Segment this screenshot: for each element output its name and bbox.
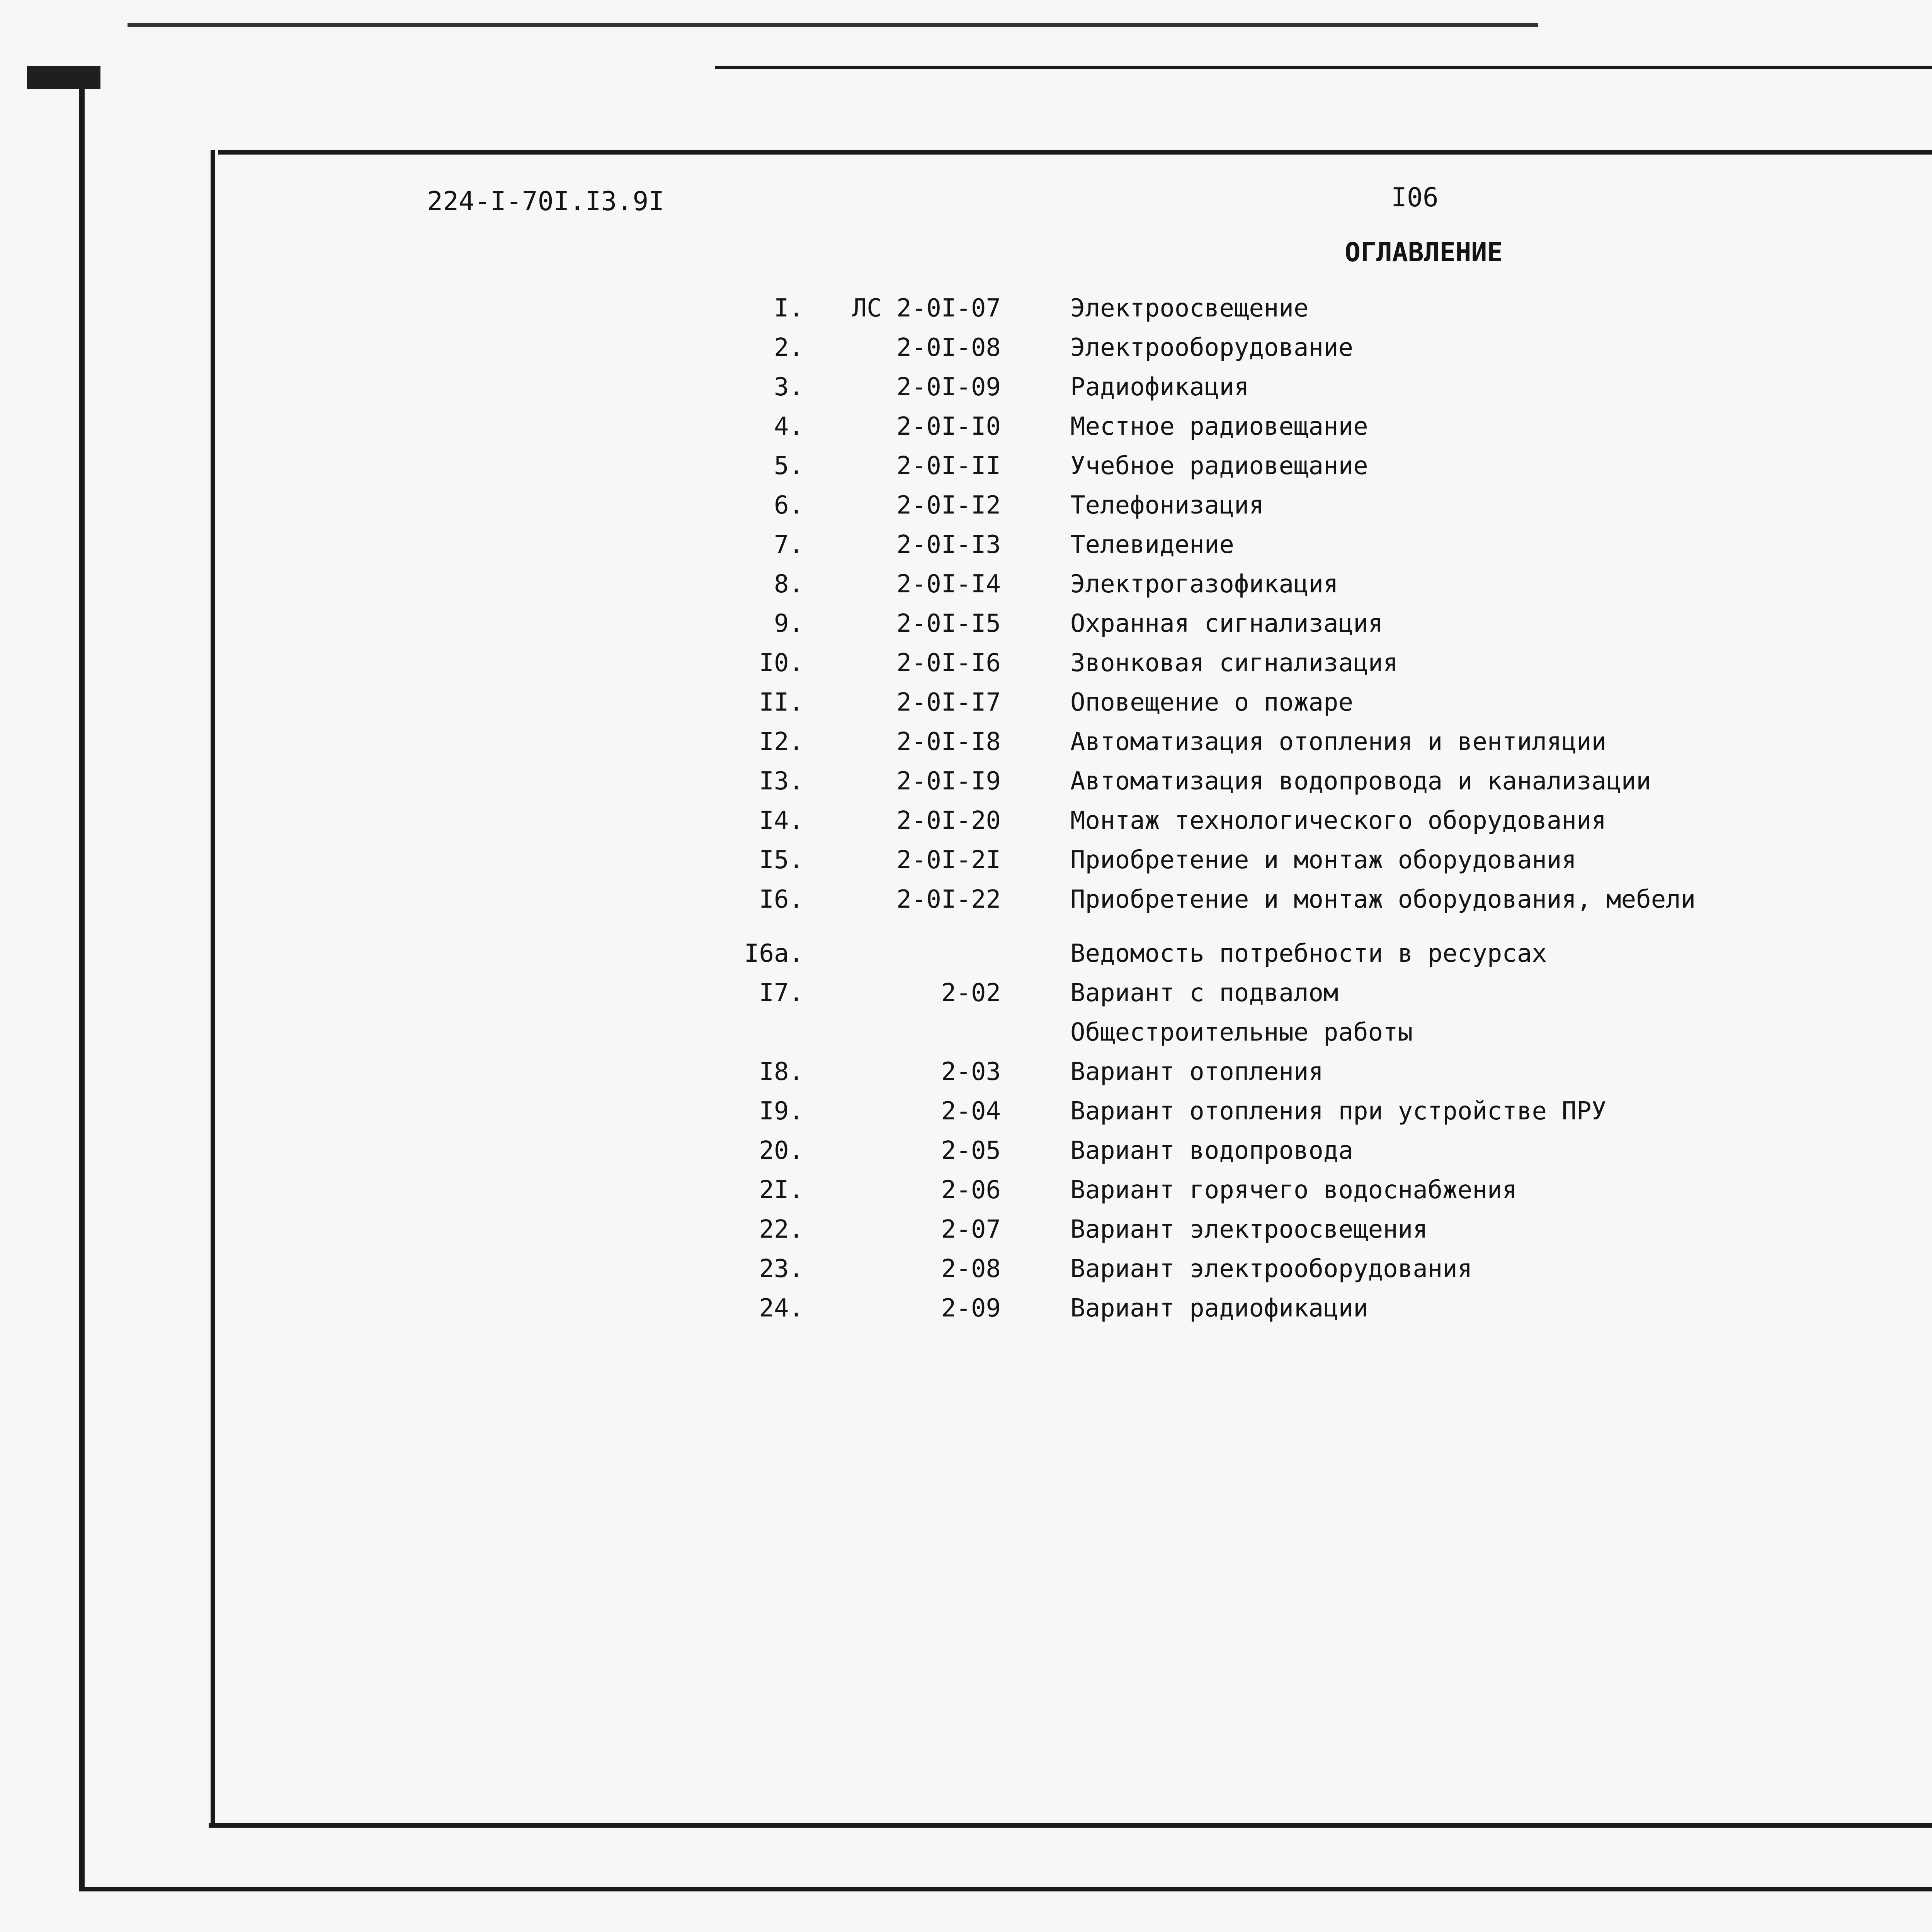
estimate-code: 2-0I-22 (896, 885, 1001, 914)
estimate-code: 2-0I-I4 (896, 570, 1001, 599)
row-number: I5. (759, 846, 804, 874)
toc-row (0, 486, 1932, 525)
section-title: Телевидение (1070, 531, 1234, 559)
toc-row (0, 723, 1932, 761)
row-number: 5. (774, 452, 804, 480)
estimate-code: 2-0I-20 (896, 806, 1001, 835)
section-title: Вариант отопления (1070, 1058, 1324, 1086)
estimate-code: 2-0I-09 (896, 373, 1001, 401)
toc-row (0, 644, 1932, 682)
toc-row (0, 1013, 1932, 1052)
section-title: Вариант электроосвещения (1070, 1215, 1428, 1244)
toc-row (0, 880, 1932, 919)
document-code: 224-I-70I.I3.9I (427, 186, 665, 217)
section-title: Звонковая сигнализация (1070, 649, 1398, 677)
estimate-code: 2-0I-I7 (896, 688, 1001, 717)
estimate-code: 2-03 (941, 1058, 1001, 1086)
toc-row (0, 1250, 1932, 1288)
section-title: Вариант радиофикации (1070, 1294, 1368, 1323)
row-number: I6а. (744, 939, 804, 968)
section-title: Электроосвещение (1070, 294, 1309, 323)
estimate-code: 2-05 (941, 1136, 1001, 1165)
estimate-code: 2-02 (941, 979, 1001, 1007)
section-title: Автоматизация водопровода и канализации (1070, 767, 1651, 796)
row-number: 2. (774, 333, 804, 362)
toc-row (0, 934, 1932, 973)
toc-row (0, 841, 1932, 879)
row-number: I9. (759, 1097, 804, 1126)
row-number: 22. (759, 1215, 804, 1244)
row-number: 20. (759, 1136, 804, 1165)
row-number: 2I. (759, 1176, 804, 1204)
section-title: Приобретение и монтаж оборудования (1070, 846, 1577, 874)
row-number: I6. (759, 885, 804, 914)
page-title: ОГЛАВЛЕНИЕ (1345, 237, 1503, 268)
section-title: Монтаж технологического оборудования (1070, 806, 1607, 835)
estimate-code: 2-0I-I6 (896, 649, 1001, 677)
estimate-code: 2-0I-I2 (896, 491, 1001, 520)
estimate-code: 2-0I-I8 (896, 728, 1001, 756)
row-number: 7. (774, 531, 804, 559)
section-title: Вариант отопления при устройстве ПРУ (1070, 1097, 1607, 1126)
estimate-code: 2-0I-I0 (896, 412, 1001, 441)
row-number: I0. (759, 649, 804, 677)
estimate-code: 2-07 (941, 1215, 1001, 1244)
page-number: I06 (1391, 182, 1439, 213)
row-number: 23. (759, 1255, 804, 1283)
estimate-code: 2-0I-I3 (896, 531, 1001, 559)
section-title: Вариант с подвалом (1070, 979, 1338, 1007)
row-number: II. (759, 688, 804, 717)
estimate-code: 2-0I-2I (896, 846, 1001, 874)
toc-row (0, 407, 1932, 446)
row-number: 24. (759, 1294, 804, 1323)
section-title: Электрооборудование (1070, 333, 1354, 362)
toc-row (0, 1053, 1932, 1091)
toc-row (0, 683, 1932, 722)
estimate-code: 2-0I-II (896, 452, 1001, 480)
section-title: Приобретение и монтаж оборудования, мебели (1070, 885, 1696, 914)
section-title: Телефонизация (1070, 491, 1264, 520)
toc-row (0, 1289, 1932, 1328)
estimate-code: 2-0I-I5 (896, 609, 1001, 638)
estimate-code: 2-04 (941, 1097, 1001, 1126)
row-number: 6. (774, 491, 804, 520)
estimate-code: ЛС 2-0I-07 (852, 294, 1001, 323)
toc-row (0, 1092, 1932, 1131)
section-title: Радиофикация (1070, 373, 1249, 401)
row-number: 3. (774, 373, 804, 401)
toc-row (0, 447, 1932, 485)
estimate-code: 2-0I-08 (896, 333, 1001, 362)
section-title: Общестроительные работы (1070, 1018, 1413, 1047)
section-title: Ведомость потребности в ресурсах (1070, 939, 1547, 968)
row-number: I4. (759, 806, 804, 835)
row-number: 9. (774, 609, 804, 638)
row-number: I8. (759, 1058, 804, 1086)
section-title: Охранная сигнализация (1070, 609, 1383, 638)
row-number: I. (774, 294, 804, 323)
estimate-code: 2-09 (941, 1294, 1001, 1323)
estimate-code: 2-0I-I9 (896, 767, 1001, 796)
toc-row (0, 604, 1932, 643)
section-title: Вариант горячего водоснабжения (1070, 1176, 1517, 1204)
row-number: I2. (759, 728, 804, 756)
section-title: Учебное радиовещание (1070, 452, 1368, 480)
toc-row (0, 1210, 1932, 1249)
toc-row (0, 328, 1932, 367)
toc-row (0, 974, 1932, 1012)
section-title: Электрогазофикация (1070, 570, 1338, 599)
row-number: 4. (774, 412, 804, 441)
toc-row (0, 1131, 1932, 1170)
toc-row (0, 368, 1932, 406)
toc-row (0, 289, 1932, 328)
section-title: Местное радиовещание (1070, 412, 1368, 441)
toc-row (0, 801, 1932, 840)
row-number: 8. (774, 570, 804, 599)
section-title: Автоматизация отопления и вентиляции (1070, 728, 1607, 756)
section-title: Оповещение о пожаре (1070, 688, 1354, 717)
toc-row (0, 526, 1932, 564)
toc-row (0, 565, 1932, 604)
estimate-code: 2-08 (941, 1255, 1001, 1283)
toc-row (0, 762, 1932, 801)
section-title: Вариант водопровода (1070, 1136, 1354, 1165)
estimate-code: 2-06 (941, 1176, 1001, 1204)
section-title: Вариант электрооборудования (1070, 1255, 1473, 1283)
toc-row (0, 1171, 1932, 1209)
row-number: I3. (759, 767, 804, 796)
row-number: I7. (759, 979, 804, 1007)
